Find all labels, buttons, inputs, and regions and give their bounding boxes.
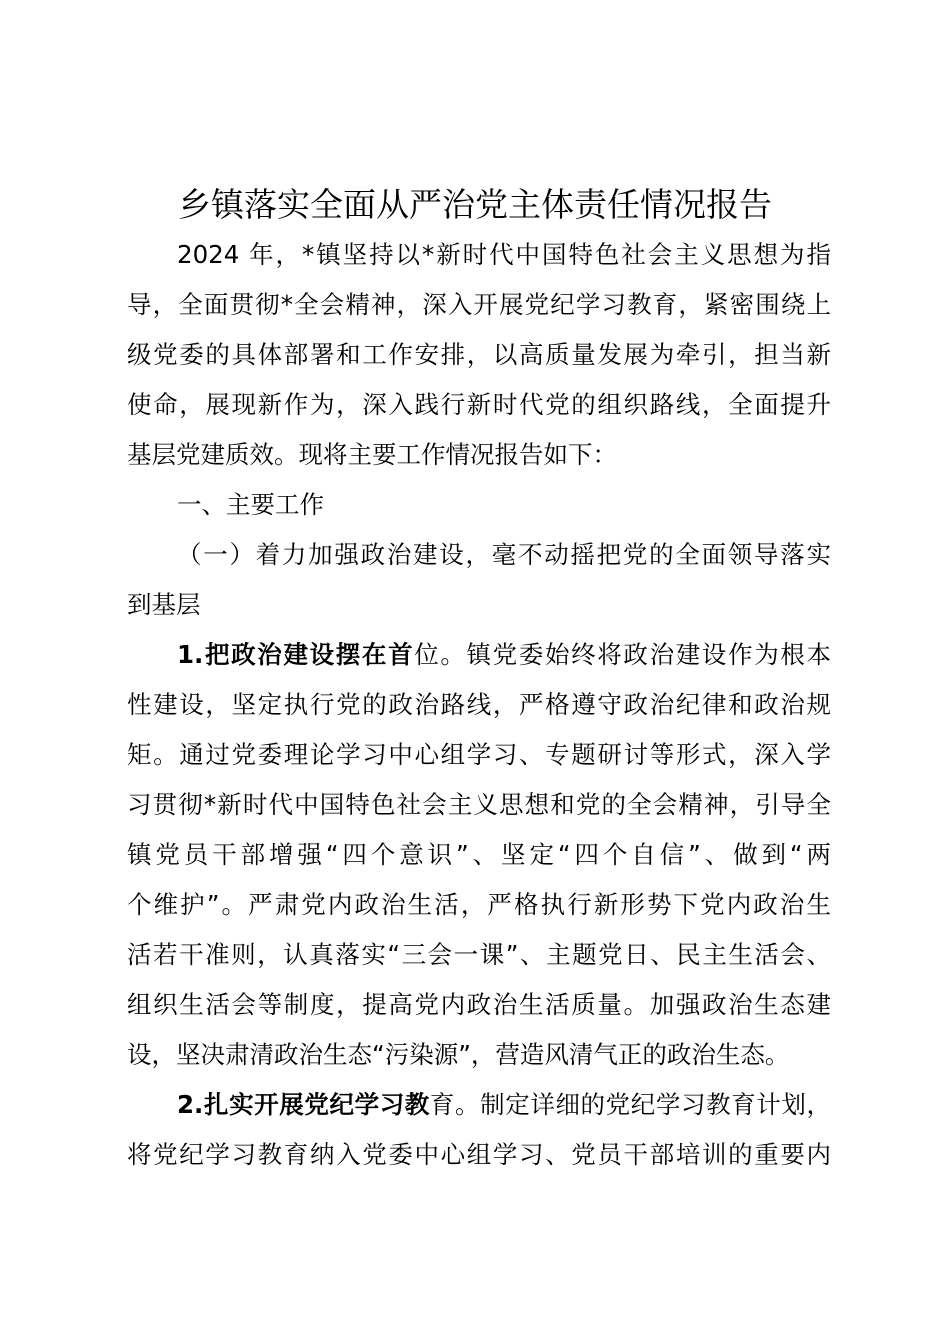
item-1-bold-heading: 1.把政治建设摆在首 [177, 640, 415, 669]
paragraph-line: 习贯彻*新时代中国特色社会主义思想和党的全会精神，引导全 [127, 790, 831, 819]
paragraph-line: 组织生活会等制度，提高党内政治生活质量。加强政治生态建 [127, 990, 831, 1019]
paragraph-first-line [177, 630, 831, 680]
paragraph-line: 个维护”。严肃党内政治生活，严格执行新形势下党内政治生 [127, 890, 831, 919]
paragraph-line: 设，坚决肃清政治生态“污染源”，营造风清气正的政治生态。 [127, 1040, 790, 1069]
paragraph-line: 基层党建质效。现将主要工作情况报告如下： [127, 440, 617, 469]
paragraph-line: 使命，展现新作为，深入践行新时代党的组织路线，全面提升 [127, 390, 831, 419]
paragraph-line: 矩。通过党委理论学习中心组学习、专题研讨等形式，深入学 [127, 740, 831, 769]
paragraph-line: 性建设，坚定执行党的政治路线，严格遵守政治纪律和政治规 [127, 690, 831, 719]
paragraph-line: 将党纪学习教育纳入党委中心组学习、党员干部培训的重要内 [127, 1140, 831, 1169]
section-heading: 一、主要工作 [177, 490, 324, 519]
paragraph-line: 2024 年，*镇坚持以*新时代中国特色社会主义思想为指 [177, 240, 831, 269]
item-2-text: 育。制定详细的党纪学习教育计划， [429, 1090, 832, 1119]
item-1-text: 位。镇党委始终将政治建设作为根本 [414, 640, 831, 669]
paragraph-line: 镇党员干部增强“四个意识”、坚定“四个自信”、做到“两 [127, 840, 831, 869]
item-2-bold-heading: 2.扎实开展党纪学习教 [177, 1090, 430, 1119]
heading-line: （一）着力加强政治建设，毫不动摇把党的全面领导落实 [177, 540, 831, 569]
paragraph-line: 级党委的具体部署和工作安排，以高质量发展为牵引，担当新 [127, 340, 831, 369]
paragraph-line: 活若干准则，认真落实“三会一课”、主题党日、民主生活会、 [127, 940, 831, 969]
paragraph-line: 导，全面贯彻*全会精神，深入开展党纪学习教育，紧密围绕上 [127, 290, 831, 319]
heading-line: 到基层 [127, 590, 201, 619]
paragraph-first-line [177, 1080, 831, 1130]
document-title: 乡镇落实全面从严治党主体责任情况报告 [178, 185, 772, 224]
